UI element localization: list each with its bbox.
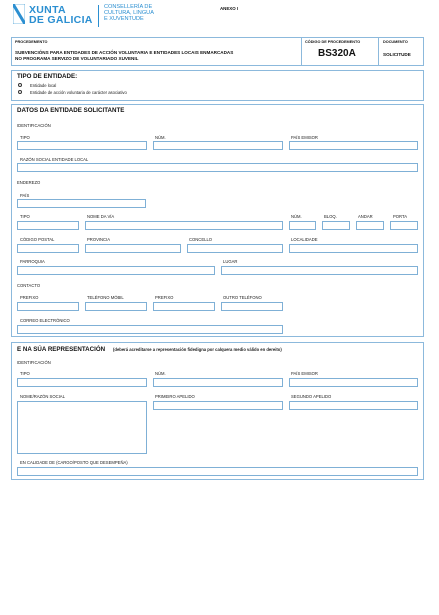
rep-tipo-label: TIPO <box>20 371 30 376</box>
option-entidade-local: Entidade local <box>30 82 57 88</box>
outro-telefono-field[interactable] <box>221 302 283 311</box>
rep-primeiro-apelido-field[interactable] <box>153 401 283 410</box>
rep-identification-label: IDENTIFICACIÓN <box>17 360 51 365</box>
tipo-field[interactable] <box>17 141 147 150</box>
prefixo-2-field[interactable] <box>153 302 215 311</box>
rep-en-calidade-label: EN CALIDADE DE (CARGO/POSTO QUE DESEMPEÑA) <box>20 460 128 465</box>
applicant-title: DATOS DA ENTIDADE SOLICITANTE <box>17 107 125 114</box>
correo-label: CORREO ELECTRÓNICO <box>20 318 70 323</box>
procedure-divider-1 <box>301 37 302 66</box>
concello-field[interactable] <box>187 244 283 253</box>
xunta-logo <box>13 4 103 28</box>
procedure-title-line-2: NO PROGRAMA SERVIZO DE VOLUNTARIADO XUVENIL <box>15 56 139 61</box>
numero-field[interactable] <box>289 221 316 230</box>
address-label: ENDEREZO <box>17 180 41 185</box>
annex-label: ANEXO I <box>220 6 239 11</box>
prefixo-1-field[interactable] <box>17 302 79 311</box>
dept-line-1: CONSELLERÍA DE <box>104 4 153 10</box>
radio-entidade-local[interactable] <box>18 83 22 87</box>
dept-line-3: E XUVENTUDE <box>104 16 144 22</box>
parroquia-field[interactable] <box>17 266 215 275</box>
pais-emisor-label: PAÍS EMISOR <box>291 135 318 140</box>
lugar-field[interactable] <box>221 266 418 275</box>
rep-pais-emisor-field[interactable] <box>289 378 418 387</box>
identification-label: IDENTIFICACIÓN <box>17 123 51 128</box>
rep-segundo-apelido-label: SEGUNDO APELIDO <box>291 394 332 399</box>
pais-label: PAÍS <box>20 193 30 198</box>
num-label: NÚM. <box>155 135 166 140</box>
rep-nome-label: NOME/RAZÓN SOCIAL <box>20 394 65 399</box>
codigo-postal-label: CÓDIGO POSTAL <box>20 237 55 242</box>
num-field[interactable] <box>153 141 283 150</box>
radio-entidade-asociativa[interactable] <box>18 90 22 94</box>
outro-telefono-label: OUTRO TELÉFONO <box>223 295 262 300</box>
parroquia-label: PARROQUIA <box>20 259 45 264</box>
nome-via-field[interactable] <box>85 221 283 230</box>
bloque-field[interactable] <box>322 221 350 230</box>
prefixo-1-label: PREFIXO <box>20 295 39 300</box>
rep-nome-field[interactable] <box>17 401 147 454</box>
porta-label: PORTA <box>393 214 408 219</box>
localidade-field[interactable] <box>289 244 418 253</box>
andar-label: ANDAR <box>358 214 373 219</box>
logo-line-2: DE GALICIA <box>29 14 93 26</box>
pais-emisor-field[interactable] <box>289 141 418 150</box>
telefono-movil-field[interactable] <box>85 302 147 311</box>
flag-icon <box>13 4 25 24</box>
contact-label: CONTACTO <box>17 283 41 288</box>
codigo-postal-field[interactable] <box>17 244 79 253</box>
tipo-via-label: TIPO <box>20 214 30 219</box>
telefono-movil-label: TELÉFONO MÓBIL <box>87 295 124 300</box>
andar-field[interactable] <box>356 221 384 230</box>
procedure-divider-2 <box>378 37 379 66</box>
porta-field[interactable] <box>390 221 418 230</box>
razon-social-field[interactable] <box>17 163 418 172</box>
concello-label: CONCELLO <box>189 237 213 242</box>
procedure-code: BS320A <box>318 48 356 59</box>
option-entidade-asociativa: Entidade de acción voluntaria de carácter asociativo <box>30 89 127 95</box>
procedure-title-line-1: SUBVENCIÓNS PARA ENTIDADES DE ACCIÓN VOLUNTARIA E ENTIDADES LOCAIS ENMARCADAS <box>15 50 234 55</box>
rep-tipo-field[interactable] <box>17 378 147 387</box>
localidade-label: LOCALIDADE <box>291 237 318 242</box>
tipo-via-field[interactable] <box>17 221 79 230</box>
lugar-label: LUGAR <box>223 259 238 264</box>
procedure-label: PROCEDEMENTO <box>15 40 48 44</box>
representative-note: (deberá acreditarse a representación fidedigna por calquera medio válido en dereito) <box>113 347 282 352</box>
numero-label: NÚM. <box>291 214 302 219</box>
procedure-code-label: CÓDIGO DE PROCEDEMENTO <box>305 40 361 44</box>
provincia-label: PROVINCIA <box>87 237 111 242</box>
representative-title: E NA SÚA REPRESENTACIÓN <box>17 346 106 353</box>
provincia-field[interactable] <box>85 244 181 253</box>
document-value: SOLICITUDE <box>383 52 411 57</box>
nome-via-label: NOME DA VÍA <box>87 214 115 219</box>
bloque-label: BLOQ. <box>324 214 337 219</box>
rep-num-field[interactable] <box>153 378 283 387</box>
correo-field[interactable] <box>17 325 283 334</box>
logo-line-1: XUNTA <box>29 4 66 16</box>
dept-line-2: CULTURA, LINGUA <box>104 10 154 16</box>
logo-divider <box>98 5 99 27</box>
entity-type-title: TIPO DE ENTIDADE: <box>17 73 78 80</box>
pais-field[interactable] <box>17 199 146 208</box>
rep-num-label: NÚM. <box>155 371 166 376</box>
rep-en-calidade-field[interactable] <box>17 467 418 476</box>
razon-social-label: RAZÓN SOCIAL ENTIDADE LOCAL <box>20 157 89 162</box>
rep-segundo-apelido-field[interactable] <box>289 401 418 410</box>
document-label: DOCUMENTO <box>383 40 408 44</box>
prefixo-2-label: PREFIXO <box>155 295 174 300</box>
rep-primeiro-apelido-label: PRIMEIRO APELIDO <box>155 394 195 399</box>
rep-pais-emisor-label: PAÍS EMISOR <box>291 371 318 376</box>
tipo-label: TIPO <box>20 135 30 140</box>
